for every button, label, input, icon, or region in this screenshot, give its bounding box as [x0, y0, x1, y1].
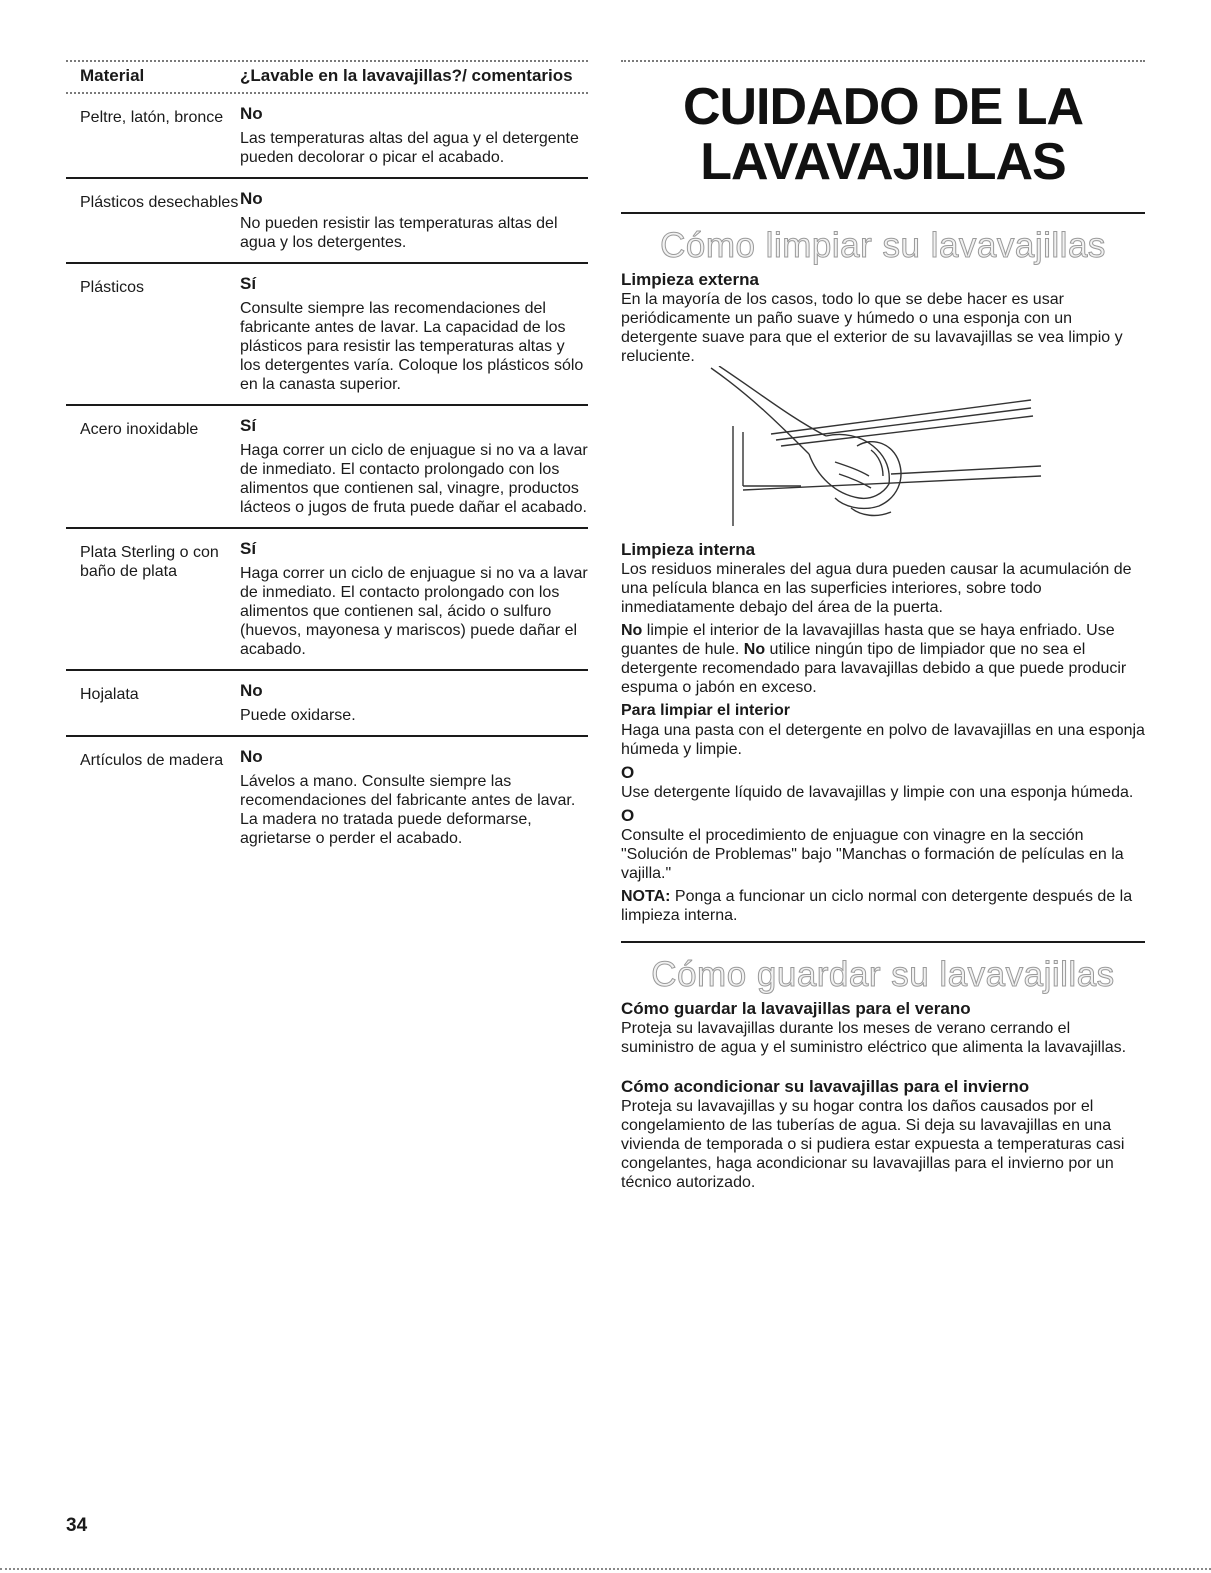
row-verdict: Sí [240, 416, 257, 435]
note-label: NOTA: [621, 888, 671, 905]
row-material: Peltre, latón, bronce [80, 109, 224, 126]
interior-cleaning-text: Haga una pasta con el detergente en polvo de lavavajillas en una esponja húmeda y limpie. [621, 722, 1145, 758]
header-material: Material [80, 66, 145, 85]
winter-storage-heading: Cómo acondicionar su lavavajillas para el invierno [621, 1077, 1030, 1096]
row-verdict: No [240, 104, 263, 123]
warning-no-2: No [743, 641, 766, 658]
row-verdict: No [240, 189, 263, 208]
option-3-text: Consulte el procedimiento de enjuague con vinagre en la sección "Solución de Problemas" bajo "Manchas o formación de películas en la vajilla." [621, 827, 1124, 882]
internal-cleaning-heading: Limpieza interna [621, 540, 756, 559]
warning-no-1: No [621, 622, 643, 639]
title-line-2: LAVAVAJILLAS [700, 133, 1066, 191]
section-rule [621, 941, 1145, 943]
table-row [66, 264, 588, 406]
row-comment: No pueden resistir las temperaturas altas del agua y los detergentes. [240, 215, 558, 251]
table-row [66, 737, 588, 858]
warning-text-1: limpie el interior de la lavavajillas hasta que se haya enfriado. Use guantes de hule. [621, 622, 1115, 658]
bottom-rule [0, 1568, 1211, 1570]
page-number: 34 [66, 1515, 88, 1536]
care-column [621, 60, 1145, 1192]
table-row [66, 406, 588, 529]
row-comment: Lávelos a mano. Consulte siempre las recomendaciones del fabricante antes de lavar. La madera no tratada puede deformarse, agrietarse o perder el acabado. [240, 773, 576, 847]
warning-text-2: utilice ningún tipo de limpiador que no sea el detergente recomendado para lavavajillas debido a que puede producir espuma o jabón en exceso. [621, 641, 1127, 696]
row-material: Plata Sterling o con baño de plata [80, 544, 219, 580]
hand-cloth-drawing [621, 366, 1145, 536]
note-text: Ponga a funcionar un ciclo normal con detergente después de la limpieza interna. [621, 888, 1133, 924]
or-separator-2: O [621, 806, 635, 825]
interior-cleaning-heading: Para limpiar el interior [621, 702, 790, 719]
row-material: Artículos de madera [80, 752, 224, 769]
table-header [66, 62, 588, 92]
row-comment: Haga correr un ciclo de enjuague si no va a lavar de inmediato. El contacto prolongado con los alimentos que contienen sal, vinagre, productos lácteos o jugos de fruta puede dañar el acabado. [240, 442, 588, 516]
row-verdict: Sí [240, 539, 257, 558]
note-paragraph [621, 887, 1145, 925]
wiping-illustration [621, 366, 1145, 536]
table-row [66, 94, 588, 179]
materials-table [66, 60, 588, 858]
row-material: Hojalata [80, 686, 139, 703]
title-top-rule [621, 60, 1145, 62]
row-verdict: No [240, 747, 263, 766]
external-cleaning-heading: Limpieza externa [621, 270, 759, 289]
storing-section-title: Cómo guardar su lavavajillas [651, 955, 1115, 994]
row-verdict: Sí [240, 274, 257, 293]
section-rule [621, 212, 1145, 214]
or-separator-1: O [621, 763, 635, 782]
internal-cleaning-text: Los residuos minerales del agua dura pueden causar la acumulación de una película blanca en las superficies interiores, sobre todo inmediatamente debajo del área de la puerta. [621, 561, 1132, 616]
table-row [66, 179, 588, 264]
summer-storage-heading: Cómo guardar la lavavajillas para el verano [621, 999, 971, 1018]
page-title [621, 80, 1145, 190]
table-row [66, 671, 588, 737]
header-comments: ¿Lavable en la lavavajillas?/ comentarios [240, 66, 573, 85]
row-verdict: No [240, 681, 263, 700]
row-comment: Puede oxidarse. [240, 707, 356, 724]
table-row [66, 529, 588, 671]
summer-storage-text: Proteja su lavavajillas durante los meses de verano cerrando el suministro de agua y el suministro eléctrico que alimenta la lavavajillas. [621, 1020, 1127, 1056]
row-material: Plásticos [80, 279, 145, 296]
row-comment: Las temperaturas altas del agua y el detergente pueden decolorar o picar el acabado. [240, 130, 579, 166]
winter-storage-text: Proteja su lavavajillas y su hogar contra los daños causados por el congelamiento de las tuberías de agua. Si deja su lavavajillas en una vivienda de temporada o si pudiera estar expuesta a temperaturas casi congelantes, haga acondicionar su lavavajillas para el invierno por un técnico autorizado. [621, 1098, 1125, 1191]
title-line-1: CUIDADO DE LA [682, 78, 1084, 136]
row-comment: Haga correr un ciclo de enjuague si no va a lavar de inmediato. El contacto prolongado con los alimentos que contienen sal, ácido o sulfuro (huevos, mayonesa y mariscos) puede dañar el acabado. [240, 565, 588, 658]
cleaning-warning [621, 621, 1145, 697]
option-2-text: Use detergente líquido de lavavajillas y limpie con una esponja húmeda. [621, 784, 1134, 801]
external-cleaning-text: En la mayoría de los casos, todo lo que se debe hacer es usar periódicamente un paño suave y húmedo o una esponja con un detergente suave para que el exterior de su lavavajillas se vea limpio y reluciente. [621, 291, 1123, 365]
row-material: Plásticos desechables [80, 194, 239, 211]
row-comment: Consulte siempre las recomendaciones del fabricante antes de lavar. La capacidad de los plásticos para resistir las temperaturas altas y los detergentes varía. Coloque los plásticos sólo en la canasta superior. [240, 300, 584, 393]
cleaning-section-title: Cómo limpiar su lavavajillas [660, 226, 1106, 265]
row-material: Acero inoxidable [80, 421, 199, 438]
